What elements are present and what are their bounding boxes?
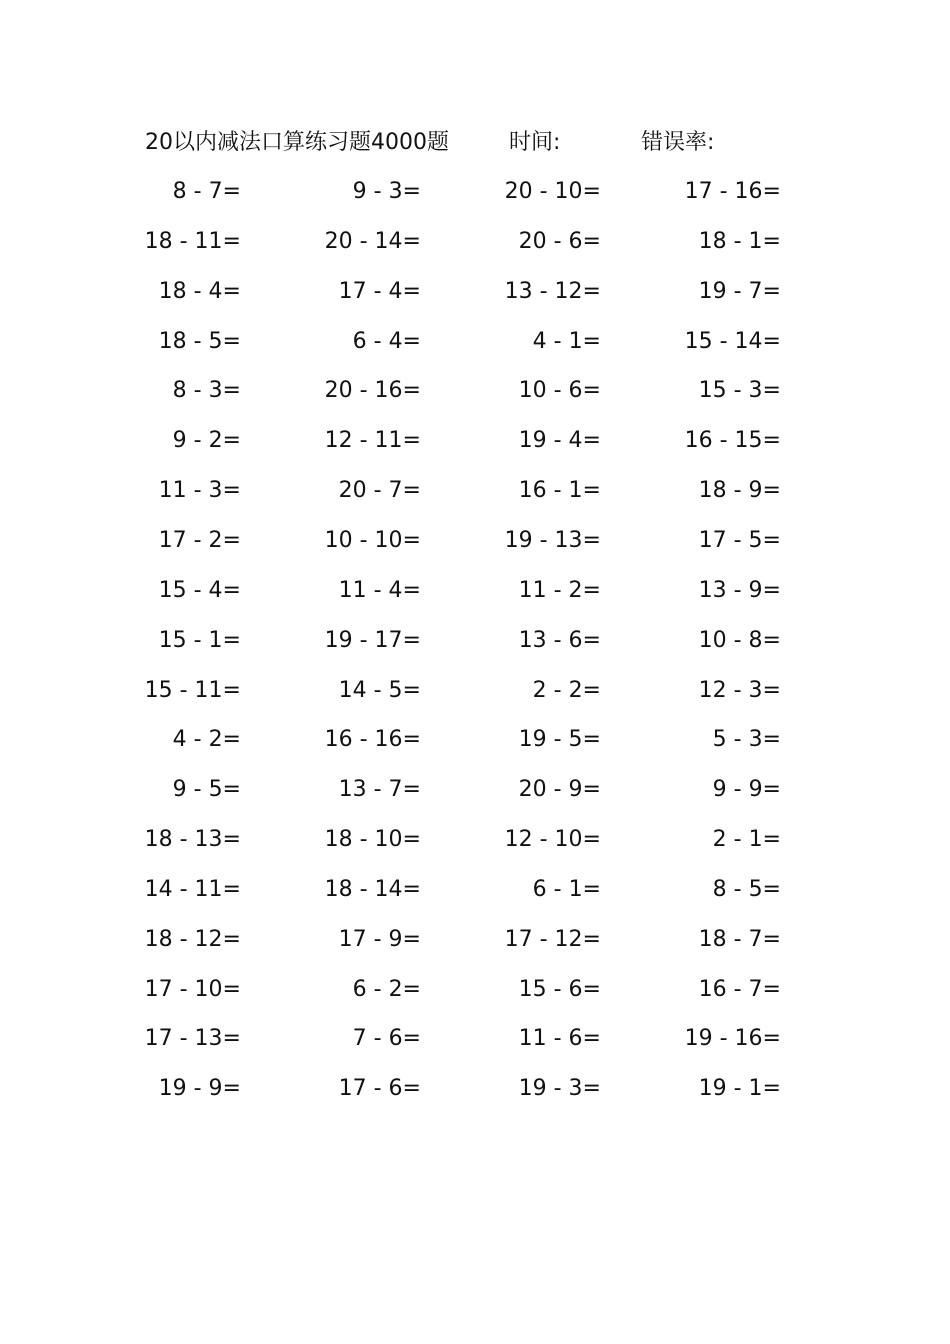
- problem-item: 16 - 16=: [324, 727, 421, 752]
- problem-item: 2 - 2=: [532, 678, 601, 703]
- problem-item: 2 - 1=: [712, 827, 781, 852]
- problem-item: 18 - 10=: [324, 827, 421, 852]
- problem-item: 19 - 16=: [684, 1026, 781, 1051]
- problem-item: 8 - 5=: [712, 877, 781, 902]
- problem-item: 14 - 5=: [338, 678, 421, 703]
- problem-item: 17 - 13=: [144, 1026, 241, 1051]
- problem-item: 5 - 3=: [712, 727, 781, 752]
- problem-item: 18 - 11=: [144, 229, 241, 254]
- problem-item: 15 - 4=: [158, 578, 241, 603]
- problem-item: 20 - 10=: [504, 179, 601, 204]
- problem-item: 6 - 1=: [532, 877, 601, 902]
- problem-item: 17 - 4=: [338, 279, 421, 304]
- problem-item: 13 - 12=: [504, 279, 601, 304]
- problem-item: 19 - 9=: [158, 1076, 241, 1101]
- problem-item: 9 - 5=: [172, 777, 241, 802]
- problem-item: 20 - 6=: [518, 229, 601, 254]
- problem-item: 15 - 1=: [158, 628, 241, 653]
- problem-item: 16 - 15=: [684, 428, 781, 453]
- problem-item: 4 - 1=: [532, 329, 601, 354]
- problem-item: 17 - 9=: [338, 927, 421, 952]
- problem-item: 11 - 3=: [158, 478, 241, 503]
- problem-item: 19 - 13=: [504, 528, 601, 553]
- problem-item: 6 - 2=: [352, 977, 421, 1002]
- problem-item: 19 - 3=: [518, 1076, 601, 1101]
- error-rate-label: 错误率:: [641, 130, 715, 155]
- problem-item: 12 - 11=: [324, 428, 421, 453]
- problem-item: 18 - 7=: [698, 927, 781, 952]
- problem-item: 15 - 3=: [698, 378, 781, 403]
- problem-item: 17 - 10=: [144, 977, 241, 1002]
- problem-item: 20 - 14=: [324, 229, 421, 254]
- problem-item: 16 - 1=: [518, 478, 601, 503]
- problem-item: 13 - 6=: [518, 628, 601, 653]
- problem-item: 7 - 6=: [352, 1026, 421, 1051]
- problem-item: 9 - 3=: [352, 179, 421, 204]
- problem-item: 12 - 3=: [698, 678, 781, 703]
- problem-item: 10 - 10=: [324, 528, 421, 553]
- problem-item: 17 - 16=: [684, 179, 781, 204]
- problem-item: 10 - 6=: [518, 378, 601, 403]
- problem-item: 17 - 6=: [338, 1076, 421, 1101]
- problem-item: 18 - 13=: [144, 827, 241, 852]
- problem-item: 17 - 5=: [698, 528, 781, 553]
- problem-item: 14 - 11=: [144, 877, 241, 902]
- problem-item: 16 - 7=: [698, 977, 781, 1002]
- problem-item: 19 - 5=: [518, 727, 601, 752]
- problem-item: 4 - 2=: [172, 727, 241, 752]
- problem-item: 15 - 14=: [684, 329, 781, 354]
- problem-item: 17 - 2=: [158, 528, 241, 553]
- problem-item: 20 - 16=: [324, 378, 421, 403]
- problem-item: 9 - 2=: [172, 428, 241, 453]
- problem-item: 18 - 9=: [698, 478, 781, 503]
- problem-item: 18 - 4=: [158, 279, 241, 304]
- problem-item: 19 - 1=: [698, 1076, 781, 1101]
- problem-item: 13 - 9=: [698, 578, 781, 603]
- problem-item: 17 - 12=: [504, 927, 601, 952]
- worksheet-title: 20以内减法口算练习题4000题: [145, 130, 449, 155]
- problem-item: 9 - 9=: [712, 777, 781, 802]
- problem-item: 15 - 11=: [144, 678, 241, 703]
- problem-item: 12 - 10=: [504, 827, 601, 852]
- problem-item: 20 - 7=: [338, 478, 421, 503]
- time-label: 时间:: [509, 130, 561, 155]
- problem-item: 18 - 1=: [698, 229, 781, 254]
- problem-item: 10 - 8=: [698, 628, 781, 653]
- problem-item: 19 - 7=: [698, 279, 781, 304]
- problem-item: 18 - 12=: [144, 927, 241, 952]
- problem-item: 18 - 14=: [324, 877, 421, 902]
- problem-item: 8 - 3=: [172, 378, 241, 403]
- problem-item: 11 - 6=: [518, 1026, 601, 1051]
- problem-item: 13 - 7=: [338, 777, 421, 802]
- problem-item: 11 - 4=: [338, 578, 421, 603]
- problem-item: 19 - 17=: [324, 628, 421, 653]
- problem-item: 11 - 2=: [518, 578, 601, 603]
- problem-item: 6 - 4=: [352, 329, 421, 354]
- problem-item: 8 - 7=: [172, 179, 241, 204]
- problem-item: 19 - 4=: [518, 428, 601, 453]
- problem-item: 15 - 6=: [518, 977, 601, 1002]
- problem-item: 18 - 5=: [158, 329, 241, 354]
- problem-item: 20 - 9=: [518, 777, 601, 802]
